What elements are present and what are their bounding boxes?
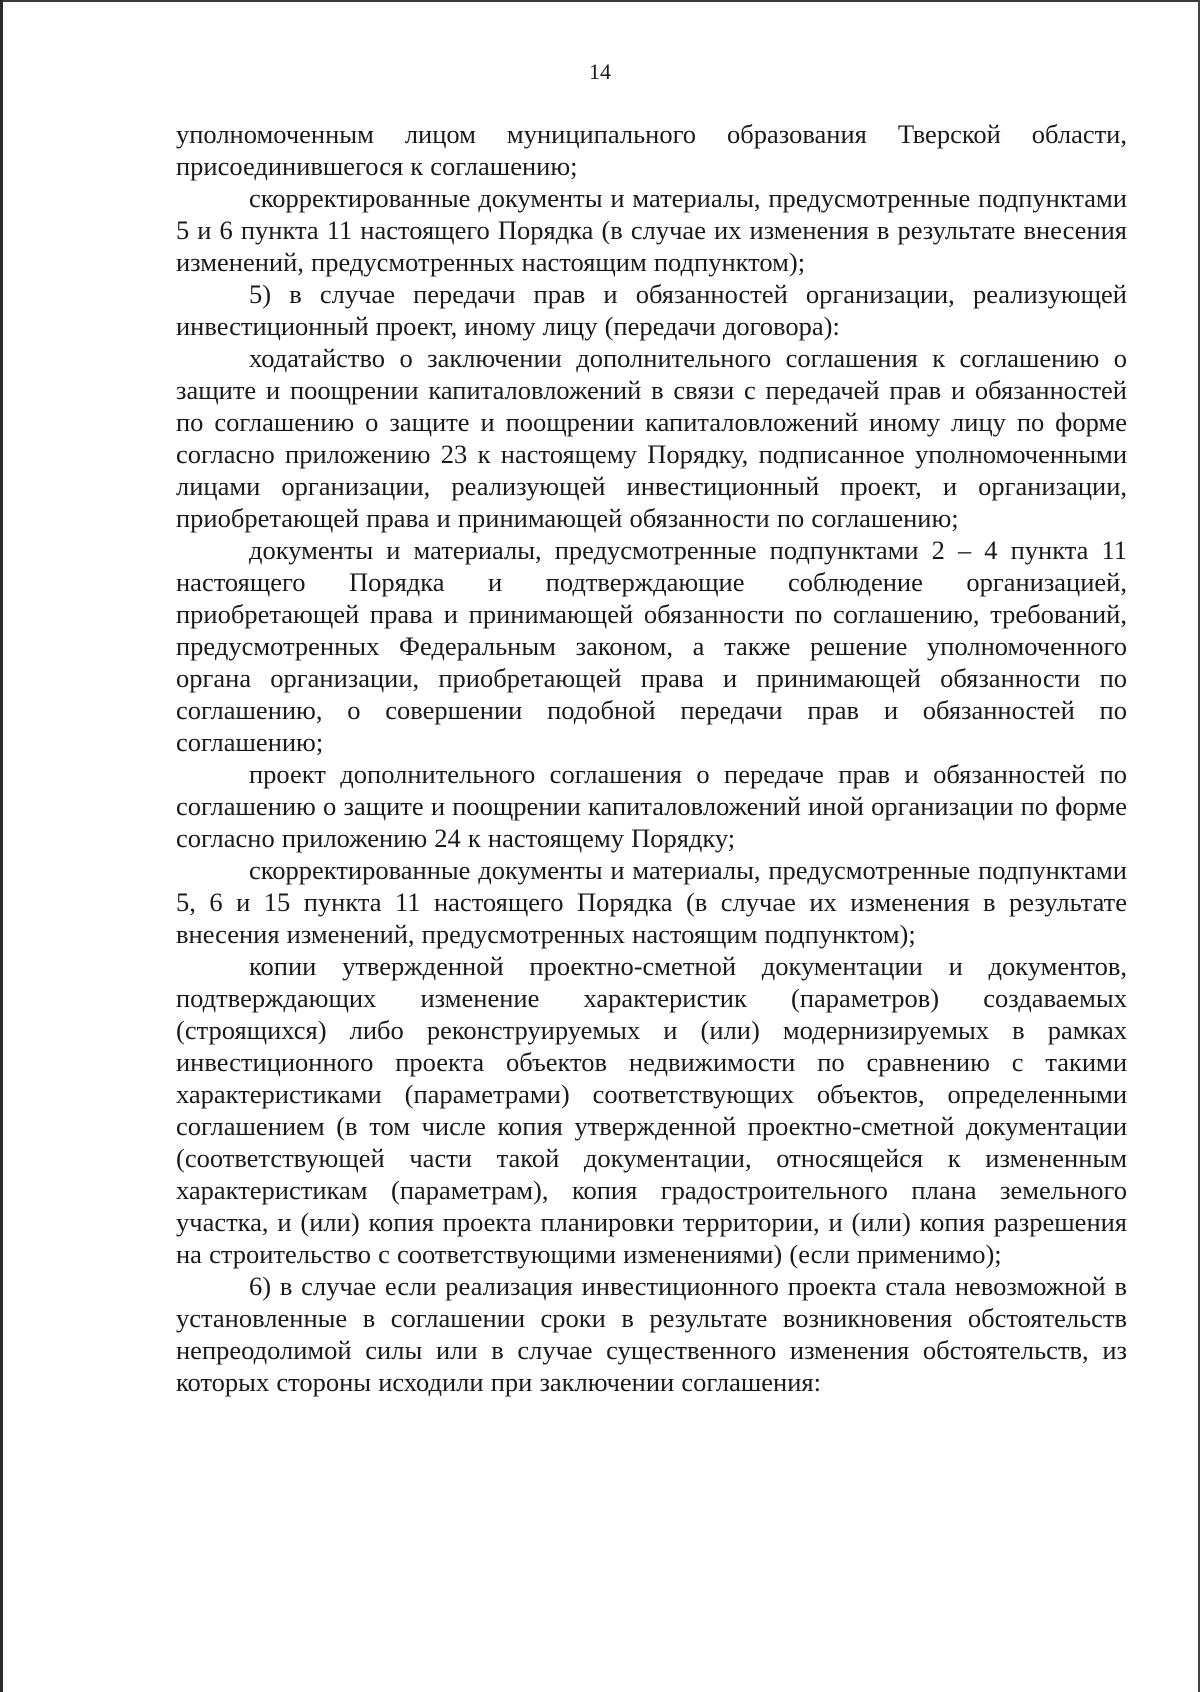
scan-edge-top [0, 0, 1200, 2]
paragraph-7: скорректированные документы и материалы, предусмотренные подпунктами 5, 6 и 15 пункта 11 настоящего Порядка (в случае их изменения в результате внесения изменений, предусмотренных настоящим подпунктом); [176, 855, 1127, 949]
paragraph-1: уполномоченным лицом муниципального образования Тверской области, присоединившегося к соглашению; [176, 119, 1127, 181]
scan-edge-left [0, 0, 3, 1692]
paragraph-4: ходатайство о заключении дополнительного соглашения к соглашению о защите и поощрении капиталовложений в связи с передачей прав и обязанностей по соглашению о защите и поощрении капиталовложений иному лицу по форме согласно приложению 23 к настоящему Порядку, подписанное уполномоченными лицами организации, реализующей инвестиционный проект, и организации, приобретающей права и принимающей обязанности по соглашению; [176, 343, 1127, 533]
paragraph-3: 5) в случае передачи прав и обязанностей организации, реализующей инвестиционный проект, иному лицу (передачи договора): [176, 279, 1127, 341]
paragraph-2: скорректированные документы и материалы, предусмотренные подпунктами 5 и 6 пункта 11 настоящего Порядка (в случае их изменения в результате внесения изменений, предусмотренных настоящим подпунктом); [176, 183, 1127, 277]
paragraph-5: документы и материалы, предусмотренные подпунктами 2 – 4 пункта 11 настоящего Порядка и подтверждающие соблюдение организацией, приобретающей права и принимающей обязанности по соглашению, требований, предусмотренных Федеральным законом, а также решение уполномоченного органа организации, приобретающей права и принимающей обязанности по соглашению, о совершении подобной передачи прав и обязанностей по соглашению; [176, 535, 1127, 757]
document-body [176, 118, 1127, 1398]
paragraph-6: проект дополнительного соглашения о передаче прав и обязанностей по соглашению о защите и поощрении капиталовложений иной организации по форме согласно приложению 24 к настоящему Порядку; [176, 759, 1127, 853]
paragraph-9: 6) в случае если реализация инвестиционного проекта стала невозможной в установленные в соглашении сроки в результате возникновения обстоятельств непреодолимой силы или в случае существенного изменения обстоятельств, из которых стороны исходили при заключении соглашения: [176, 1271, 1127, 1397]
paragraph-8: копии утвержденной проектно-сметной документации и документов, подтверждающих изменение характеристик (параметров) создаваемых (строящихся) либо реконструируемых и (или) модернизируемых в рамках инвестиционного проекта объектов недвижимости по сравнению с такими характеристиками (параметрами) соответствующих объектов, определенными соглашением (в том числе копия утвержденной проектно-сметной документации (соответствующей части такой документации, относящейся к измененным характеристикам (параметрам), копия градостроительного плана земельного участка, и (или) копия проекта планировки территории, и (или) копия разрешения на строительство с соответствующими изменениями) (если применимо); [176, 951, 1127, 1269]
page-number: 14 [589, 59, 611, 84]
